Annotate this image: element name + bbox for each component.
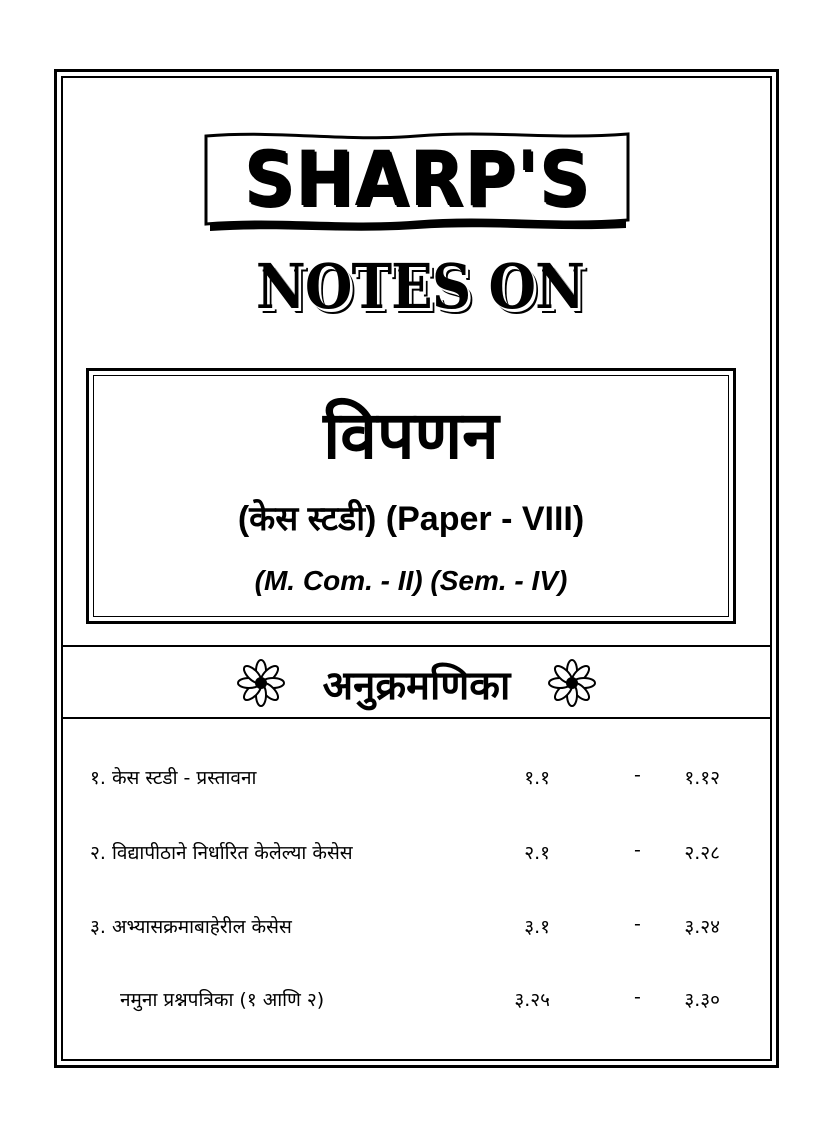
contents-title: अनुक्रमणिका [322, 662, 511, 709]
item-start-page: २.१ [524, 842, 550, 864]
item-end-page: ३.३० [684, 989, 720, 1011]
course-line: (M. Com. - II) (Sem. - IV) [254, 565, 568, 596]
list-item [90, 986, 730, 1016]
item-start-page: ३.१ [524, 916, 550, 938]
item-end-page: २.२८ [684, 842, 720, 864]
item-start-page: ३.२५ [514, 989, 550, 1011]
list-item [90, 839, 730, 869]
item-label: नमुना प्रश्नपत्रिका (१ आणि २) [120, 989, 325, 1011]
subject-title: विपणन [323, 397, 499, 474]
flower-icon [548, 659, 596, 707]
item-end-page: १.१२ [684, 767, 720, 789]
divider-bottom [61, 717, 772, 719]
divider-top [61, 645, 772, 647]
item-label: ३. अभ्यासक्रमाबाहेरील केसेस [90, 916, 292, 938]
item-label: १. केस स्टडी - प्रस्तावना [90, 767, 257, 789]
list-item [90, 913, 730, 943]
item-end-page: ३.२४ [684, 916, 720, 938]
contents-header [61, 650, 772, 716]
paper-line: (केस स्टडी) (Paper - VIII) [237, 500, 585, 538]
brand-title: SHARP'S [243, 133, 591, 223]
notes-on-heading: NOTES ON [255, 250, 585, 323]
item-dash: - [634, 839, 641, 861]
item-dash: - [634, 913, 641, 935]
list-item [90, 764, 730, 794]
flower-icon [237, 659, 285, 707]
item-label: २. विद्यापीठाने निर्धारित केलेल्या केसेस [90, 842, 353, 864]
item-start-page: १.१ [524, 767, 550, 789]
item-dash: - [634, 986, 641, 1008]
item-dash: - [634, 764, 641, 786]
